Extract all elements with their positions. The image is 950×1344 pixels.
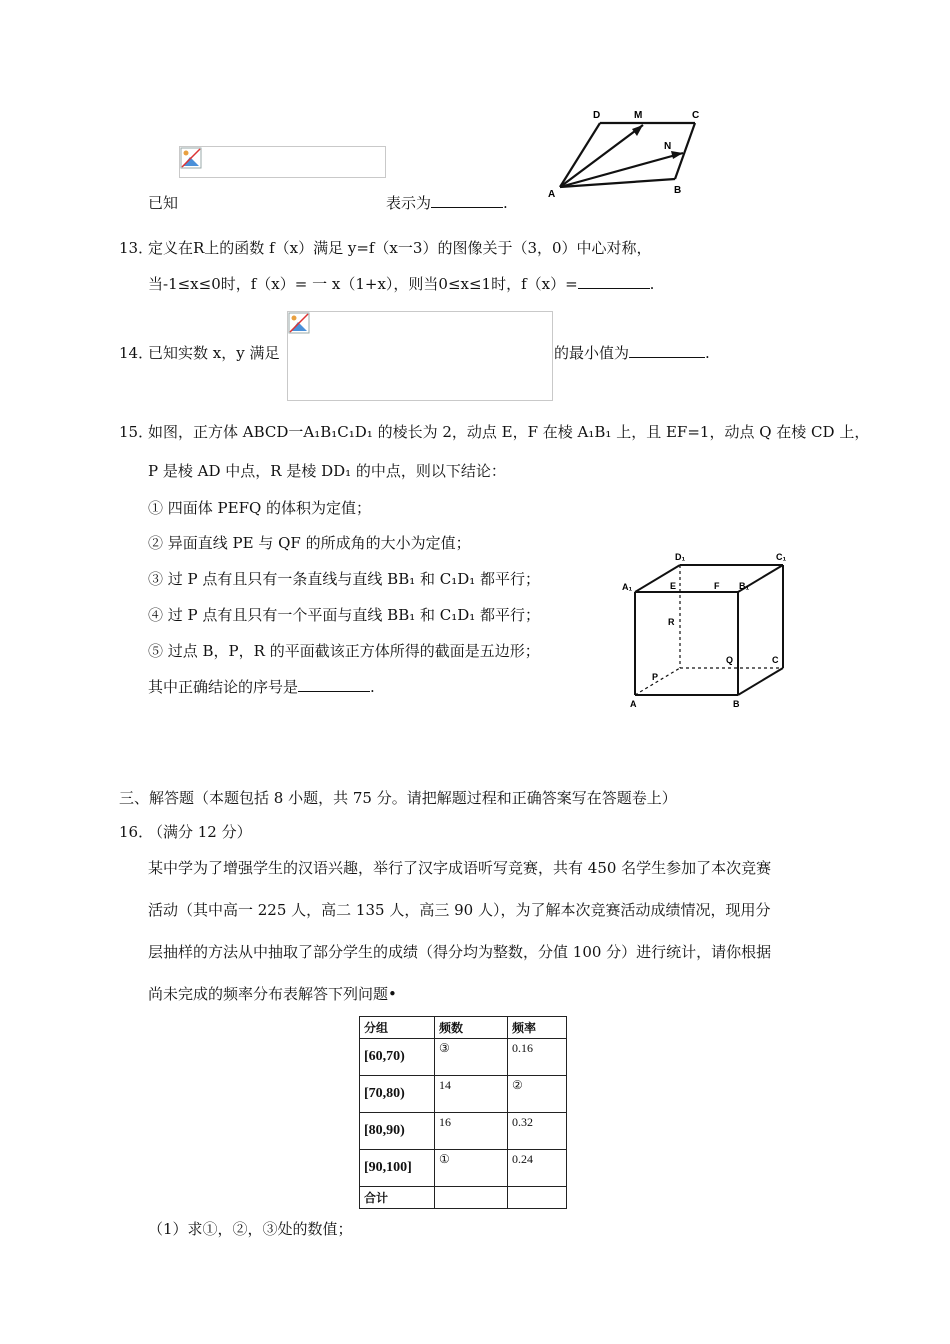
label-C: C [692,110,700,121]
label-C: C [772,655,779,665]
q15-statement-3: ③ 过 P 点有且只有一条直线与直线 BB₁ 和 C₁D₁ 都平行； [148,570,541,588]
q14-suffix-line [554,343,710,363]
table-row [360,1076,567,1113]
cell-group: [90,100] [360,1150,435,1187]
broken-image-icon [180,147,202,169]
label-R: R [668,617,675,627]
label-Q: Q [726,655,734,665]
label-N: N [664,141,672,152]
q16-sub1: （1）求①，②，③处的数值； [148,1220,353,1238]
cell-freq: 0.16 [508,1039,567,1076]
label-E: E [670,581,677,591]
q15-statement-4: ④ 过 P 点有且只有一个平面与直线 BB₁ 和 C₁D₁ 都平行； [148,606,541,624]
table-row [360,1150,567,1187]
arrowhead-M [632,125,643,136]
q15-line2: P 是棱 AD 中点，R 是棱 DD₁ 的中点，则以下结论： [148,462,506,480]
header-freq: 频率 [508,1017,567,1039]
q15-line1: 如图，正方体 ABCD一A₁B₁C₁D₁ 的棱长为 2，动点 E，F 在棱 A₁B₁ 上，且 EF=1，动点 Q 在棱 CD 上， [148,423,870,441]
q16-para-line-3: 层抽样的方法从中抽取了部分学生的成绩（得分均为整数，分值 100 分）进行统计，请你根据 [148,943,772,961]
label-B: B [733,699,740,709]
q16-score: （满分 12 分） [148,823,252,841]
cell-count: ③ [435,1039,508,1076]
label-A: A [548,189,556,200]
label-F: F [714,581,720,591]
edge-CB [675,123,695,179]
q15-conclusion-line [148,677,375,697]
label-D: D [593,110,601,121]
q16-para-line-4: 尚未完成的频率分布表解答下列问题• [148,985,397,1003]
edge-BC [738,668,783,695]
q15-statement-1: ① 四面体 PEFQ 的体积为定值； [148,499,372,517]
label-B: B [674,185,682,196]
cell-count: ① [435,1150,508,1187]
cell-total-count [435,1187,508,1209]
cell-group: [70,80) [360,1076,435,1113]
answer-blank [298,677,370,692]
answer-blank [578,274,650,289]
label-C1: C₁ [776,552,787,562]
constraint-image-placeholder [287,311,553,401]
q12-prefix: 已知 [148,194,179,212]
q16-para-line-1: 某中学为了增强学生的汉语兴趣，举行了汉字成语听写竞赛，共有 450 名学生参加了本次竞赛 [148,859,772,877]
q14-number: 14． [119,344,154,362]
label-B1: B₁ [739,581,750,591]
q13-number: 13． [119,239,154,257]
label-A1: A₁ [622,582,633,592]
q16-number: 16． [119,823,154,841]
parallelogram-figure [540,105,715,205]
label-P: P [652,672,659,682]
q13-line1: 定义在R上的函数 f（x）满足 y=f（x一3）的图像关于（3，0）中心对称， [148,239,652,257]
q12-suffix: 表示为 [386,194,432,212]
q15-statement-2: ② 异面直线 PE 与 QF 的所成角的大小为定值； [148,534,471,552]
label-M: M [634,110,643,121]
table-row [360,1039,567,1076]
answer-blank [629,343,705,358]
header-count: 频数 [435,1017,508,1039]
table-row [360,1113,567,1150]
label-D1: D₁ [675,552,686,562]
cell-total-freq [508,1187,567,1209]
broken-image-icon [288,312,310,334]
label-A: A [630,699,637,709]
cell-count: 14 [435,1076,508,1113]
arrowhead-N [671,151,683,159]
vector-AM [560,125,643,187]
q12-end: . [503,194,508,212]
cell-freq: ② [508,1076,567,1113]
table-header-row [360,1017,567,1039]
q14-suffix: 的最小值为 [554,344,630,362]
q15-number: 15． [119,423,154,441]
cell-group: [60,70) [360,1039,435,1076]
section3-heading: 三、解答题（本题包括 8 小题，共 75 分。请把解题过程和正确答案写在答题卷上） [119,789,677,807]
q13-line2: 当-1≤x≤0时，f（x）= 一 x（1+x），则当0≤x≤1时，f（x）= [148,275,578,293]
cell-count: 16 [435,1113,508,1150]
frequency-table [359,1016,567,1209]
q14-end: . [705,344,710,362]
cell-total-label: 合计 [360,1187,435,1209]
q12-suffix-line [386,193,508,213]
header-group: 分组 [360,1017,435,1039]
q13-end: . [649,275,655,293]
cell-freq: 0.24 [508,1150,567,1187]
q15-end: . [370,678,375,696]
answer-blank [431,193,503,208]
cell-freq: 0.32 [508,1113,567,1150]
cell-group: [80,90) [360,1113,435,1150]
q16-para-line-2: 活动（其中高一 225 人，高二 135 人，高三 90 人），为了解本次竞赛活动成绩情况，现用分 [148,901,771,919]
q15-conclusion: 其中正确结论的序号是 [148,678,299,696]
q13-line2-wrap [148,274,654,294]
cube-figure [620,550,810,715]
q14-prefix: 已知实数 x，y 满足 [148,344,280,362]
q15-statement-5: ⑤ 过点 B，P，R 的平面截该正方体所得的截面是五边形； [148,642,540,660]
formula-image-placeholder [179,146,386,178]
table-total-row [360,1187,567,1209]
